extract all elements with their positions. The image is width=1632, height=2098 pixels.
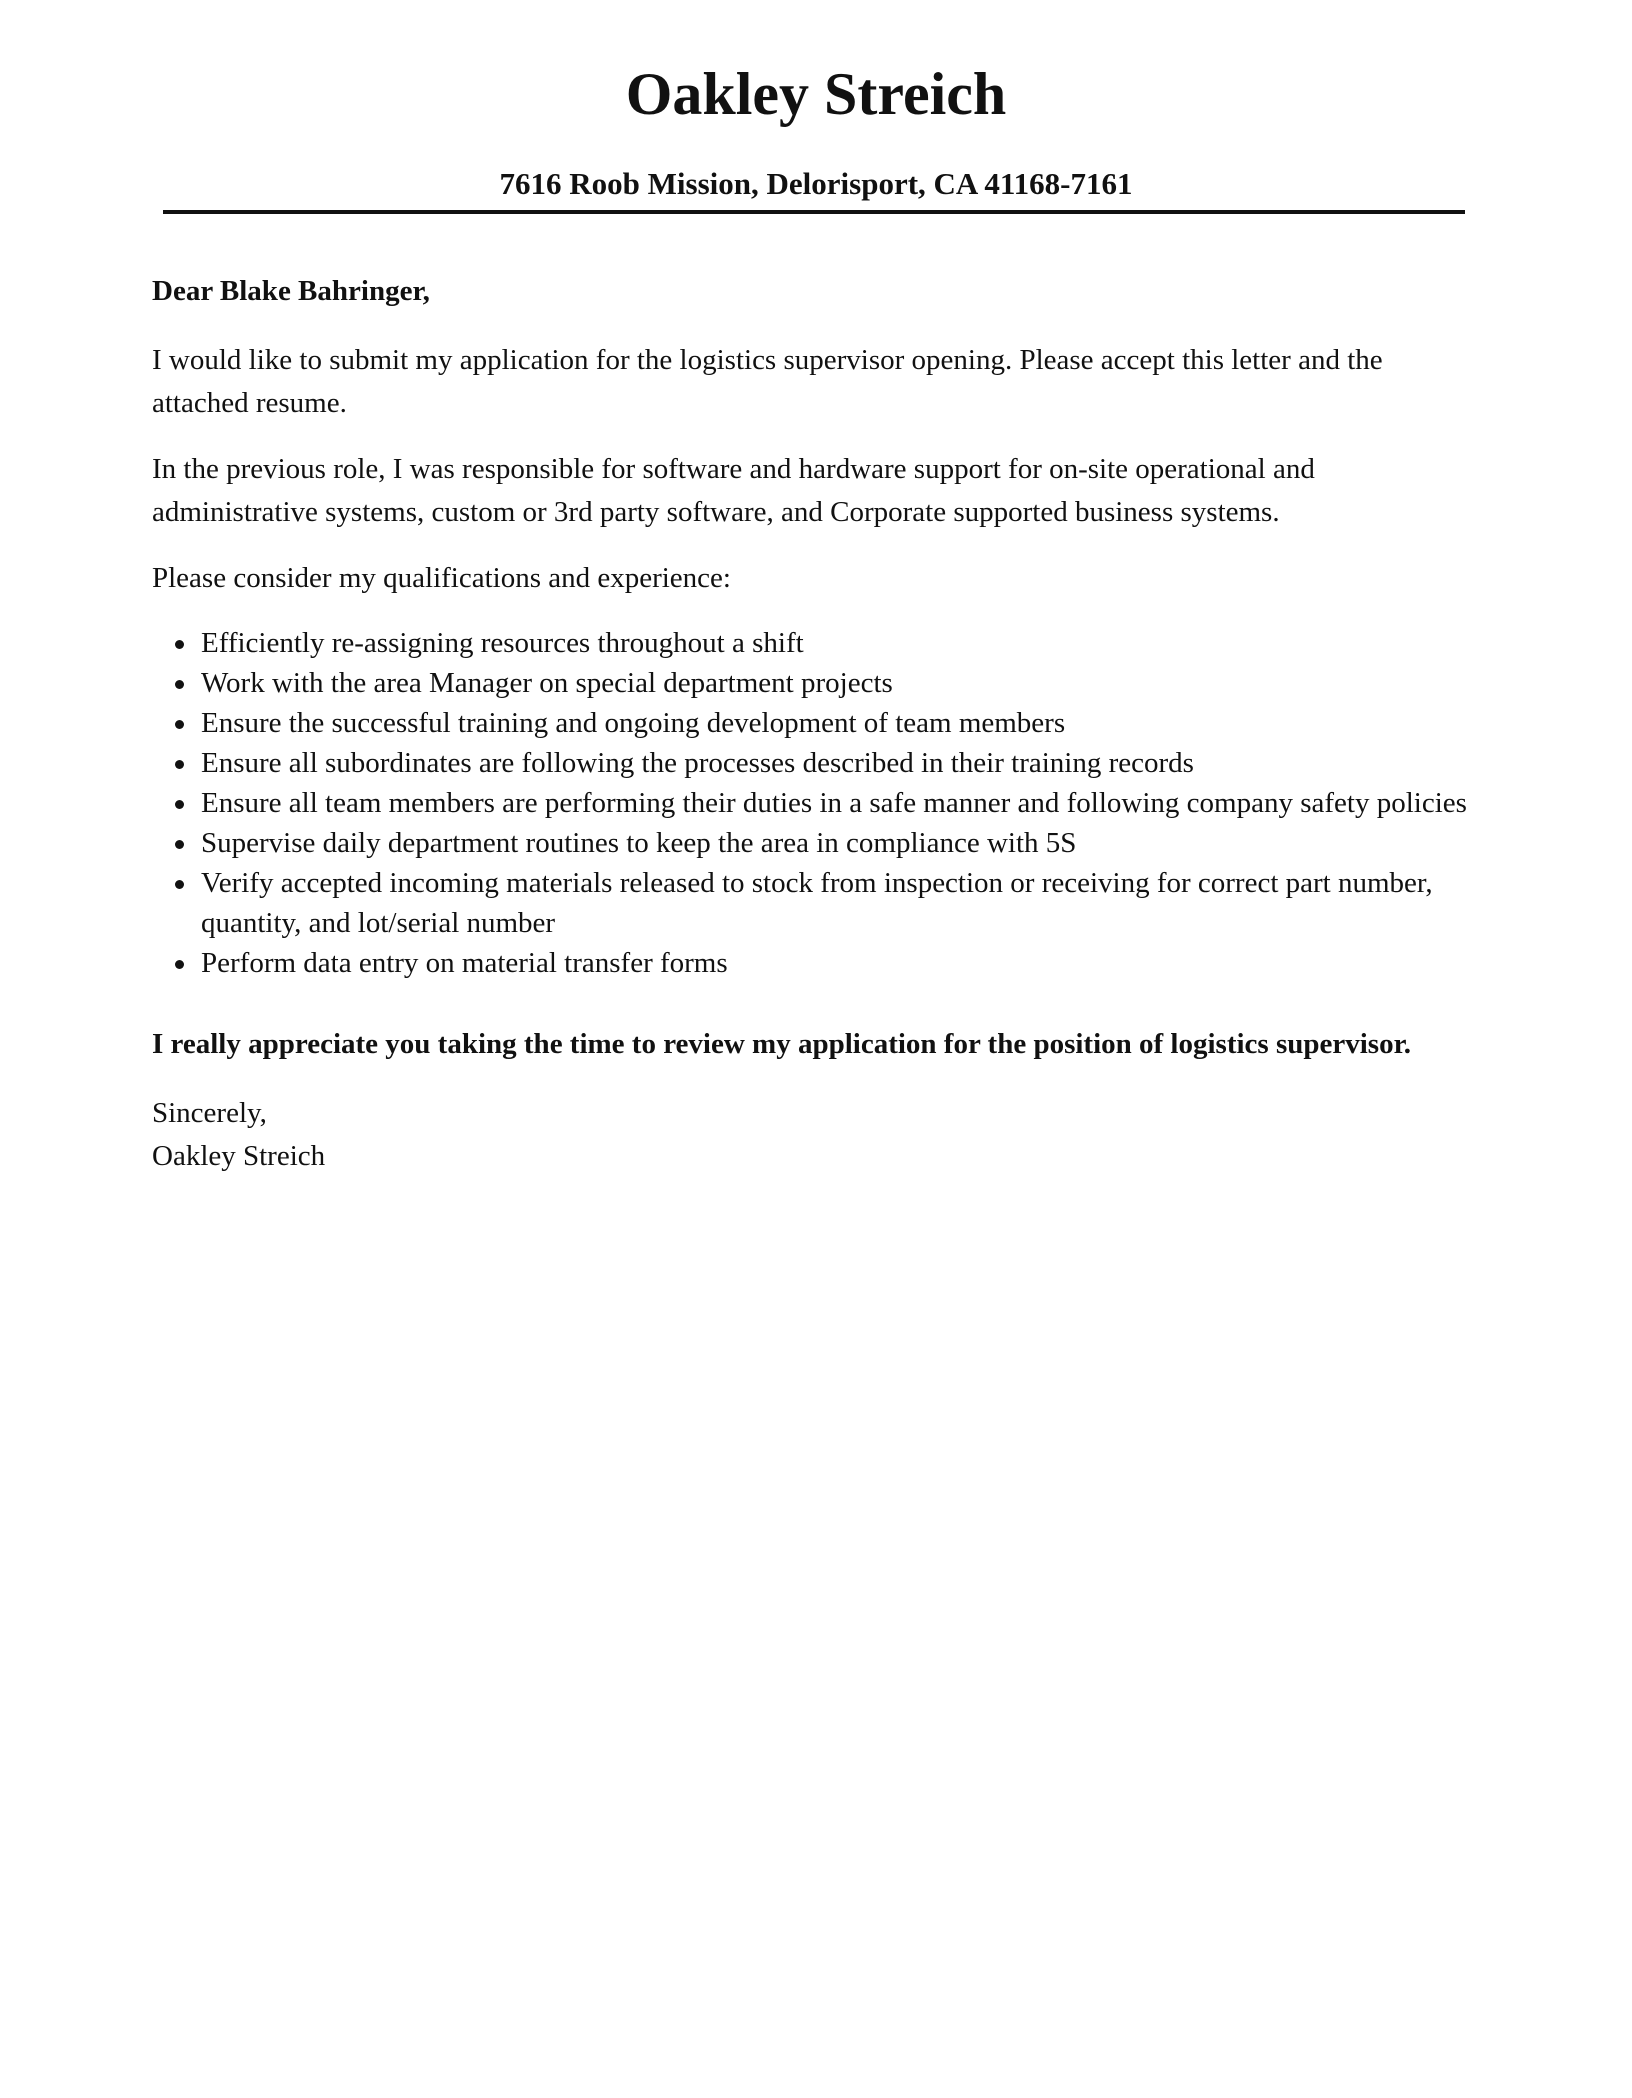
closing-paragraph: I really appreciate you taking the time to review my application for the position of logistics supervisor. — [152, 1028, 1412, 1060]
bullet-icon — [175, 840, 184, 849]
header-divider — [163, 210, 1465, 214]
bullet-icon — [175, 960, 184, 969]
intro-paragraph: I would like to submit my application for the logistics supervisor opening. Please accept this letter and the attached resume. — [152, 344, 1383, 419]
bullet-icon — [175, 640, 184, 649]
list-item: Efficiently re-assigning resources throughout a shift — [201, 623, 1482, 663]
bullet-icon — [175, 720, 184, 729]
list-item: Verify accepted incoming materials released to stock from inspection or receiving for correct part number, quantity, and lot/serial number — [201, 863, 1482, 943]
bullet-icon — [175, 800, 184, 809]
list-item: Work with the area Manager on special department projects — [201, 663, 1482, 703]
list-item: Supervise daily department routines to keep the area in compliance with 5S — [201, 823, 1482, 863]
bullet-icon — [175, 760, 184, 769]
list-item: Perform data entry on material transfer forms — [201, 943, 1482, 983]
applicant-address: 7616 Roob Mission, Delorisport, CA 41168-7161 — [499, 166, 1133, 201]
signature: Oakley Streich — [152, 1140, 326, 1172]
list-item: Ensure all subordinates are following the processes described in their training records — [201, 743, 1482, 783]
qualifications-list — [152, 623, 1482, 983]
salutation: Dear Blake Bahringer, — [152, 275, 430, 307]
signoff: Sincerely, — [152, 1097, 267, 1129]
applicant-name: Oakley Streich — [625, 61, 1007, 127]
letter-body — [152, 270, 1482, 1178]
experience-paragraph: In the previous role, I was responsible for software and hardware support for on-site operational and administrative systems, custom or 3rd party software, and Corporate supported business systems. — [152, 453, 1315, 528]
bullet-icon — [175, 880, 184, 889]
list-item: Ensure all team members are performing their duties in a safe manner and following company safety policies — [201, 783, 1482, 823]
list-item: Ensure the successful training and ongoing development of team members — [201, 703, 1482, 743]
bullet-icon — [175, 680, 184, 689]
qualifications-intro: Please consider my qualifications and experience: — [152, 562, 731, 594]
